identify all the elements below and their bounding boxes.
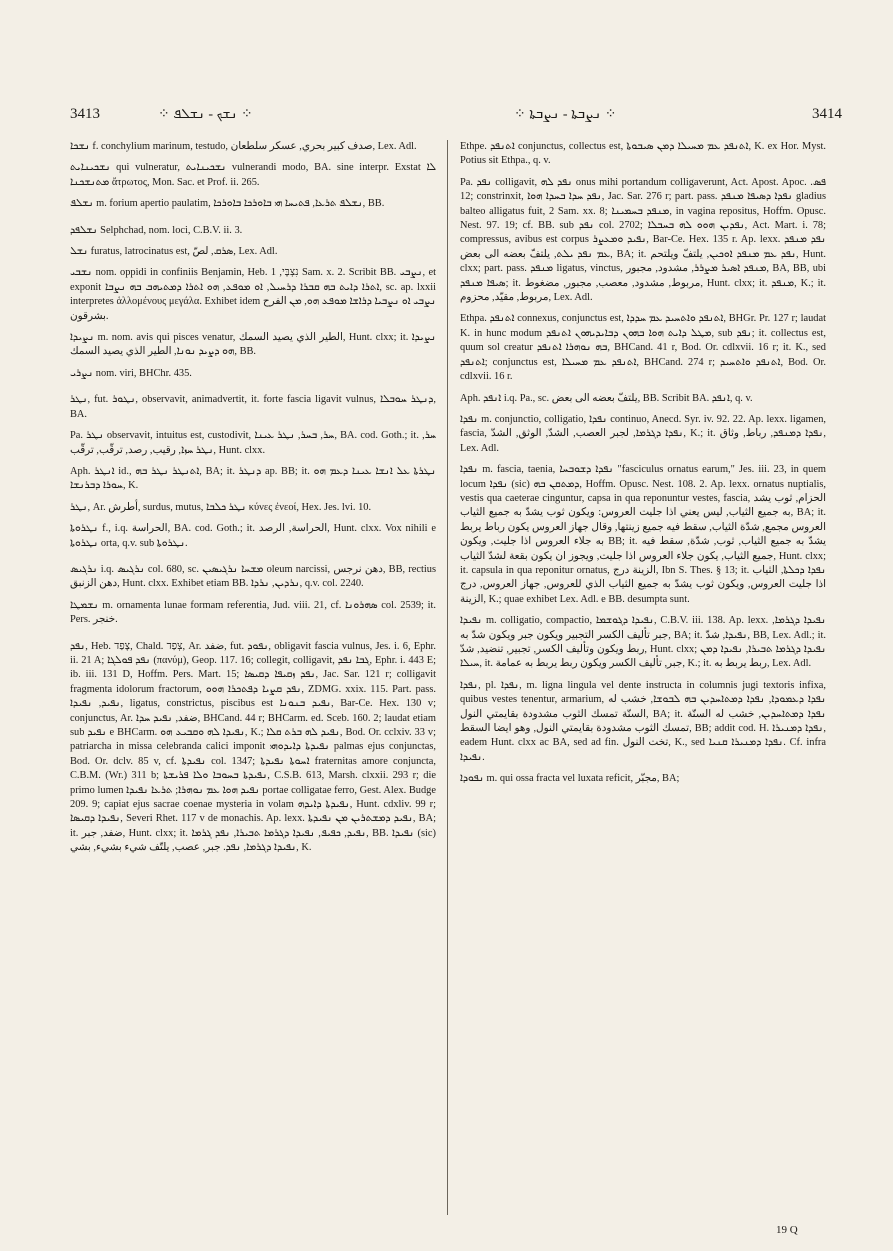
page-number-left: 3413 [70, 106, 100, 122]
page-number-right: 3414 [812, 106, 842, 122]
entry: Pa. ܢܛܪ observavit, intuitus est, custodivit, ܚܪ, ܒܚܪ, ܢܛܪ ܥܝܢܐ, BA. cod. Goth.; it. ܚܪ, ܢܛܪ ܚܙܐ, رقيب, رصد, ترقّب, ترقّب, Hunt. clxx. [70, 430, 436, 456]
entry: Aph. ܐܢܦܕ i.q. Pa., sc. يلتفّ بعضه الى بعض, BB. Scribit BA. ܐܢܦܕ, q. v. [460, 392, 753, 404]
entry: ܢܨܪܝ nom. viri, BHChr. 435. [70, 367, 192, 379]
entry: ܢܫܠ furatus, latrocinatus est, ܣܪܩ, لصّ, Lex. Adl. [70, 246, 278, 258]
signature-mark: 19 Q [776, 1224, 798, 1236]
entry: ܢܦܘܕܐ m. qui ossa fracta vel luxata reficit, مجبّر, BA; [460, 773, 680, 785]
entry: Pa. ܢܦܕ colligavit, ܢܦܕ ܠܗ onus mihi portandum colligaverunt, Act. Apost. Apoc. ܦܣ. 12; constrinxit, ܢܦܕ ܚܕܐ ܒܚܕܐ ܗܘܐ, Jac. Sar. 276 r; part. pass. ܢܦܕܐ ܕܣܝܦܐ ܡܢܦܕ gladius balteo alligatus fuit, 2 Sam. xx. 8; ܡܢܦܕ ܒܚܡܝܢܐ, in vagina repositus, Hoffm. Opusc. Nest. 97. 19; cf. BB. sub ܢܦܕ col. 2702; ܢܦܕܝܢ ܗܘܘ ܠܗ ܒܚܒܠܐ, Act. Mart. i. 78; compressus, avibus est corpus ܢܦܝܕ ܘܡܥܨܪ, Bar-Ce. Hex. 135 r. Ap. lexx. ܢܦܕ ܡܢܦܕ ܥܡ ܢܦܕ ܝܠܬ, يلتفّ بعضه الى بعض, BA; it. ܢܦܕ ܥܡ ܡܢܦܕ ܐܘܟܝܢ, يلتفّ ويلتحم, Hunt. clxx; part. pass. ܡܢܦܕ ligatus, vinctus, ܡܢܦܕ ܐܣܝܪ ܡܨܪܪ, مشدود, مجبور, BA, BB, ubi ܣܝܦܐ ܡܢܦܕ; it. مربوط, مشدود, معصب, مجبور, مضغوط, Hunt. clxx; it. ܡܢܦܕ, K.; it. مربوط, مقيّد, محزوم, Lex. Adl. [460, 176, 826, 304]
entry: ܢܫܠܦܕ Selphchad, nom. loci, C.B.V. ii. 3. [70, 224, 243, 236]
entry: ܢܦܕܐ m. conjunctio, colligatio, ܢܦܕܐ continuo, Anecd. Syr. iv. 92. 22. Ap. lexx. ligamen, fascia, ܢܦܕܐ ܕܓܪܡܐ, لجبر العصب, الشدّ, الوثق, الشدّ, K.; it. ܢܦܕܐ ܕܡܢܦܕ, رباط, وثاق, Lex. Adl. [460, 413, 826, 454]
entry: ܢܛܪ, fut. ܢܛܘܪ, observavit, animadvertit, it. forte fascia ligavit vulnus, ܕܢܛܪ ܚܘܒܠܐ, BA. [70, 394, 436, 420]
entry: ܢܦܕܐ m. fascia, taenia, ܢܦܕܐ ܕܫܘܒܚܐ "fasciculus ornatus earum," Jes. iii. 23, in quem locum ܢܦܕܐ (sic) ܕܡܬܩܢ ܒܗ, Hoffm. Opusc. Nest. 108. 2. Ap. lexx. ornatus nuptialis, vestis qua caeterae cinguntur, capsa in qua reponuntur vestes, fascia, الحزام, ثوب يشد به جميع الثياب, ليس يعني اذا جليت العروس: ويكون ثوب يشدّ به جميع الثياب, BA; it. العروس مجمع, شدّة الثياب, سقط فيه جميع زينتها, وقال جهاز العروس يكون رباط يربط به جلاء العروس اذا جليت, ويكون BB; it. يشدّ به جميع الثياب, ثوب, شدّة, سقط فيه جميع الثياب, يكون جلاء العروس اذا جليت, ويجوز ان يكون بقعة لشدّ الثياب, Hunt. clxx; it. capsula in qua reponitur ornatus, الزينة درج, Ibn S. Thes. § 13; it. ܢܦܕܐ ܕܟܠܬܐ, الثياب اذا جليت العروس, ويكون ثوب يشدّ به جميع الثياب الذي للعروس, جهاز العروس, درج الزينة, K.; quae exhibet Lex. Adl. e BB. desumpta sunt. [460, 464, 826, 605]
left-column [70, 140, 436, 1215]
entry: Ethpe. ܐܬܢܦܕ conjunctus, collectus est, ܐܬܢܦܕ ܥܡ ܡܚܝܠܐ ܕܡܢ ܣܝܒܘܬܐ, K. ex Hor. Myst. Potius sit Ethpa., q. v. [460, 141, 826, 167]
entry: ܢܦܝܕܐ m. colligatio, compactio, ܢܦܝܕܐ ܕܓܘܫܡܐ, C.B.V. iii. 138. Ap. lexx. ܢܦܝܕܐ ܕܓܪܡܐ, جبر تأليف الكسر التجبير ويكون جبر ويكون شدّ به, BA; it. ܢܦܝܕܐ, شدّ, BB, Lex. Adl.; it. ربط ويكون وتأليف الكسر, تجبير, تنضيد, شدّ, Hunt. clxx; ܢܦܝܕܐ ܕܓܪܡܐ ܬܒܝܪܐ, ܢܦܝܕܐ ܕܡܢ ܚܝܠܐ, it. جبر, تأليف الكسر ويكون ربط يربط به عمامة, K.; it. ربط يربط به, Lex. Adl. [460, 615, 826, 670]
entry: ܢܨܝܕܐ m. nom. avis qui pisces venatur, الطير الذي يصيد السمك, Hunt. clxx; it. ܢܨܝܕܐ ܗܘ ܕܨܝܕ ܢܘܢܐ, الطير الذي يصيد السمك, BB. [70, 332, 436, 358]
right-column [460, 140, 826, 1215]
entry: Ethpa. ܐܬܢܦܕ connexus, conjunctus est, ܐܬܢܦܕ ܘܐܬܚܝܕ ܥܡ ܚܕܕܐ, BHGr. Pr. 127 r; laudat K. in hunc modum ܡܛܠ ܕܐܝܬ ܗܘܐ ܒܗܘܢ ܕܒܐܝܕܝܗܘܢ ܐܬܢܦܕ, sub ܢܦܕ; it. collectus est, quum sol creatur ܒܗ ܢܘܗܪܐ ܐܬܢܦܕ, BHCand. 41 r, Bod. Or. cdlxvii. 16 r; it. K., sed ܐܬܢܦܕ; conjunctus est, ܐܬܢܦܕ ܥܡ ܡܚܝܠܐ, BHCand. 274 r; ܐܬܢܦܕ ܘܐܬܚܝܕ, Bod. Or. cdlxvii. 16 r. [460, 313, 826, 383]
page-header [0, 104, 893, 128]
entry: ܢܫܟܐ f. conchylium marinum, testudo, صدف كبير بحري, عسكر سلطعان, Lex. Adl. [70, 141, 417, 152]
entry: Aph. ܐܢܛܪ id., ܐܬܢܛܪ ܢܛܪ ܒܗ, BA; it. ܕܢܛܪ ap. BB; it. ܢܛܪܬܐ ܥܠ ܐܢܫܐ ܥܝܢܐ ܕܥܡ ܗܘ ܚܘܪܐ ܕܒܪܢܫܐ, K. [70, 465, 436, 492]
entry: ܢܫܟܝܢܐܝܬ qui vulneratur, ܢܫܟܝܢܐܝܬ vulnerandi modo, BA. sine interpr. Exstat ܠܐ ܡܬܢܫܟܢܐ ἄτρωτος, Mon. Sac. et Prof. ii. 265. [70, 162, 436, 188]
entry: ܢܫܡܛܐ m. ornamenta lunae formam referentia, Jud. viii. 21, cf. ܣܗܪܘܢܐ col. 2539; it. Pers. خنجر. [70, 599, 436, 626]
entry: ܢܫܒܝ nom. oppidi in confiniis Benjamin, Heb. נִצְבָּי, 1 Sam. x. 2. Scribit BB. ܢܨܒܝ, et exponit ܐܬܪܐ ܕܐܝܬ ܒܗ ܩܒܪܐ ܕܪܚܝܠ, ܐܘ ܡܘܦܥ, ܗܘ ܐܬܪܐ ܕܡܬܝܗܒ ܒܗ ܢܨܒܐ, sc. ap. lxxii interpretes ἁλλομένους μεγάλα. Exhibet idem ܢܨܒܝ ܐܘ ܢܨܒܝܐ ܕܪܐܫܐ ܡܘܦܥ ܗܘ, ܡܢ الفرح بشرقون. [70, 267, 436, 322]
column-divider [447, 140, 448, 1215]
entry: ܢܫܠܦ m. forium apertio paulatim, ܢܫܠܦ ܬܪܥܐ, ܦܬܝܚܐ ܗܝ ܒܐܘܪܟܐ ܒܐܘܪܟܐ, BB. [70, 198, 385, 210]
entry: ܢܪܓܝܣ i.q. ܢܪܓܝܣ col. 680, sc. ܡܫܚܐ ܢܪܓܝܣܝܢ oleum narcissi, دهن نرجس, BB, rectius دهن الزنبق, Hunt. clxx. Exhibet etiam BB. ܢܪܕܝܢ, ܢܪܕܐ, q.v. col. 2240. [70, 563, 436, 590]
running-head-left: ⁘ ܢܫܟ - ܢܫܠܦ ⁘ [158, 107, 253, 122]
entry: ܢܦܕ, Heb. צָפַד, Chald. צְפַד, Ar. ضفد, fut. ܢܦܘܕ, obligavit fascia vulnus, Jes. i. 6, Ephr. ii. 21 A; ܢܦܕ ܦܘܠܓܐ (πανύμ), Geop. 117. 16; collegit, colligavit, ܓܒܐ ܢܦܕ, Ephr. i. 443 E; ib. iii. 131 D, Hoffm. Pers. Mart. 15; ܢܦܕ ܙܩܝܦܐ ܕܩܝܣܐ, Jac. Sar. 121 r; colligavit fragmenta idolorum fractorum, ܢܦܕ ܩܨܝܐ ܕܦܬܟܪܐ ܗܘܘ, ZDMG. xxix. 115. Part. pass. ܢܦܝܕ, ܢܦܝܕܐ, ligatus, constrictus, piscibus est ܢܦܝܕ ܒܢܘܢܐ, Bar-Ce. Hex. 130 v; conjunctus, Ar. ضفد, ܢܦܝܕ ܚܕܐ, BHCand. 44 r; BHCarm. ed. Sceb. 160. 2; laudat etiam sub ܢܦܝܕ e BHCarm. ܢܦܝܕܐ ܠܗ ܘܩܒܝܥ ܗܘ, K.; ܢܦܝܕ ܠܗ ܒܪܬ ܩܠܐ, Bod. Or. cclxiv. 33 v; patriarcha in missa celebranda calici imponit ܢܦܝܕܬܐ ܕܐܝܕܘܗܝ palmas ejus conjunctas, Bod. Or. dclv. 85 v, cf. ܢܦܝܕܬܐ col. 1347; ܐܚܘܬܐ ܢܦܝܕܬܐ fraternitas amore conjuncta, C.B.M. (Wr.) 311 b; ܢܦܝܕܬܐ ܒܚܘܒܐ ܘܠܐ ܦܪܝܫܬܐ, C.S.B. 613, Marsh. clxxii. 293 r; die primo lumen ܢܦܝܕ ܗܘܐ ܥܡ ܢܘܗܪܐ; ܬܪܥܐ ܢܦܝܕܐ portae colligatae ferro, Gest. Alex. Budge 209. 9; capiat ejus sacrae coenae mysteria in volam ܢܦܝܕܬܐ ܕܐܝܕܗ, Hunt. cdxliv. 99 r; ܢܦܝܕܐ ܕܩܝܣܐ, Severi Rhet. 117 v de monachis. Ap. lexx. ܢܦܝܕ ܕܡܫܬܪܝܢ ܡܢ ܢܦܝܕܬܐ, BA; it. ضفد, جبر, Hunt. clxx; it. ܢܦܝܕ, ܟܦܝܦ, ܢܦܝܕܐ ܕܓܪܡܐ ܬܒܝܪܐ, ܢܦܕ ܓܪܡܐ, BB. ܢܦܝܕܐ (sic) ܢܦܝܕܐ ܕܓܪܡܐ, ܢܦܕ. جبر, عصب, يلتّف شيء بشيء, بشي, K. [70, 640, 436, 854]
entry: ܢܛܪ, Ar. أطرش, surdus, mutus, ܢܛܪ ܟܠܒܐ κύνες ἐνεοί, Hex. Jes. lvi. 10. [70, 501, 372, 513]
running-head-right: ⁘ ܢܨܒܬܐ - ܢܨܒܬܐ ⁘ [514, 107, 617, 122]
entry: ܢܦܕܐ, pl. ܢܦܕܐ, m. ligna lingula vel dente instructa in columnis jugi textoris infixa, quibus vestes tenentur, armarium, ܢܦܕܐ ܕܥܡܘܕܐ, ܢܦܕܐ ܕܡܬܐܚܕܝܢ ܒܗ ܠܒܘܫܐ, خشب له السنّة تمسك الثوب مشدودة بقايمتي النول, BA; it. ܢܦܕܐ ܕܡܬܐܚܕܝܢ, خشب له السنّة تمسك الثوب مشدودة بقايمتي النول, وهو ايضا السقط, BB; addit cod. H. ܢܦܕܐ ܕܡܢܝܪܐ, eadem Hunt. clxx ac BA, sed ad fin. تخت النول, K., sed ܢܦܕܐ ܕܡܢܝܪܐ ܩܢܝܐ. Cf. infra ܢܦܝܕܐ. [460, 679, 826, 763]
entry: ܢܛܪܘܬܐ f., i.q. الحراسة, BA. cod. Goth.; it. الحراسة, الرصد, Hunt. clxx. Vox nihili e ܢܛܪܘܬܐ orta, q.v. sub ܢܛܪܘܬܐ. [70, 523, 436, 549]
